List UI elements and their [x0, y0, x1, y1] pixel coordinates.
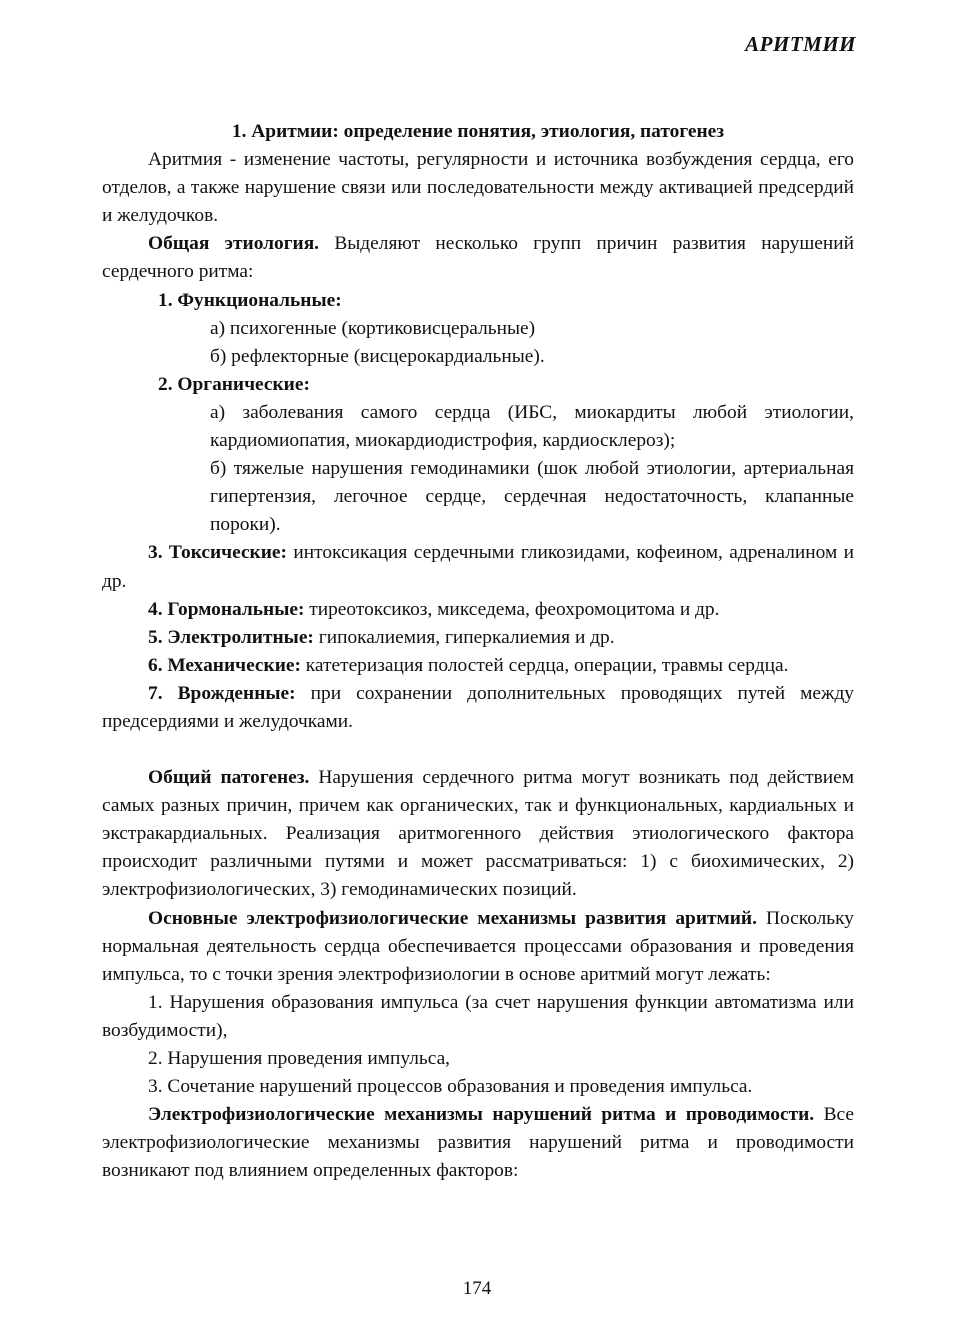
paragraph-gap	[102, 736, 854, 764]
mechanisms-paragraph: Основные электрофизиологические механизмы развития аритмий. Поскольку нормальная деятельность сердца обеспечивается процессами образования и проведения импульса, то с точки зрения электрофизиологии в основе аритмий могут лежать:	[102, 907, 854, 985]
etiology-text: Выделяют несколько групп причин развития нарушений сердечного ритма:	[102, 233, 854, 283]
page-body	[102, 118, 854, 1185]
etiology-group-mechanical: 6. Механические: катетеризация полостей сердца, операции, травмы сердца.	[148, 654, 789, 676]
etiology-heading: Общая этиология.	[148, 233, 320, 255]
etiology-group-congenital: 7. Врожденные: при сохранении дополнительных проводящих путей между предсердиями и желудочками.	[102, 682, 854, 732]
pathogenesis-heading: Общий патогенез.	[148, 767, 310, 789]
etiology-group-toxic: 3. Токсические: интоксикация сердечными гликозидами, кофеином, адреналином и др.	[102, 542, 854, 592]
mechanisms-heading: Основные электрофизиологические механизмы развития аритмий.	[148, 907, 757, 929]
etiology-group-hormonal: 4. Гормональные: тиреотоксикоз, микседема, феохромоцитома и др.	[148, 598, 720, 620]
mechanism-item: 2. Нарушения проведения импульса,	[148, 1048, 451, 1069]
etiology-paragraph	[102, 230, 854, 286]
etiology-group-organic-item: б) тяжелые нарушения гемодинамики (шок любой этиологии, артериальная гипертензия, легочное сердце, сердечная недостаточность, клапанные пороки).	[210, 458, 854, 536]
running-head: АРИТМИИ	[745, 32, 856, 56]
etiology-group-functional-item: а) психогенные (кортиковисцеральные)	[210, 317, 536, 339]
etiology-group-electrolyte: 5. Электролитные: гипокалиемия, гиперкалиемия и др.	[148, 626, 615, 648]
etiology-group-functional-title: 1. Функциональные:	[158, 289, 342, 311]
etiology-group-organic-item: а) заболевания самого сердца (ИБС, миокардиты любой этиологии, кардиомиопатия, миокардиодистрофия, кардиосклероз);	[210, 401, 854, 452]
definition-paragraph: Аритмия - изменение частоты, регулярности и источника возбуждения сердца, его отделов, а также нарушение связи или последовательности между активацией предсердий и желудочков.	[102, 149, 854, 227]
etiology-group-organic-title: 2. Органические:	[158, 373, 310, 395]
pathogenesis-paragraph: Общий патогенез. Нарушения сердечного ритма могут возникать под действием самых разных причин, причем как органических, так и функциональных, кардиальных и экстракардиальных. Реализация аритмогенного действия этиологического фактора происходит различными путями и может рассматриваться: 1) с биохимических, 2) электрофизиологических, 3) гемодинамических позиций.	[102, 767, 854, 901]
conduction-heading: Электрофизиологические механизмы нарушений ритма и проводимости.	[148, 1104, 815, 1126]
etiology-group-functional-item: б) рефлекторные (висцерокардиальные).	[210, 345, 545, 367]
section-title: 1. Аритмии: определение понятия, этиология, патогенез	[231, 121, 725, 142]
conduction-paragraph: Электрофизиологические механизмы нарушений ритма и проводимости. Все электрофизиологические механизмы развития нарушений ритма и проводимости возникают под влиянием определенных факторов:	[102, 1104, 854, 1182]
mechanism-item: 1. Нарушения образования импульса (за счет нарушения функции автоматизма или возбудимости),	[102, 991, 854, 1041]
page-number: 174	[462, 1278, 492, 1299]
mechanism-item: 3. Сочетание нарушений процессов образования и проведения импульса.	[148, 1076, 753, 1098]
